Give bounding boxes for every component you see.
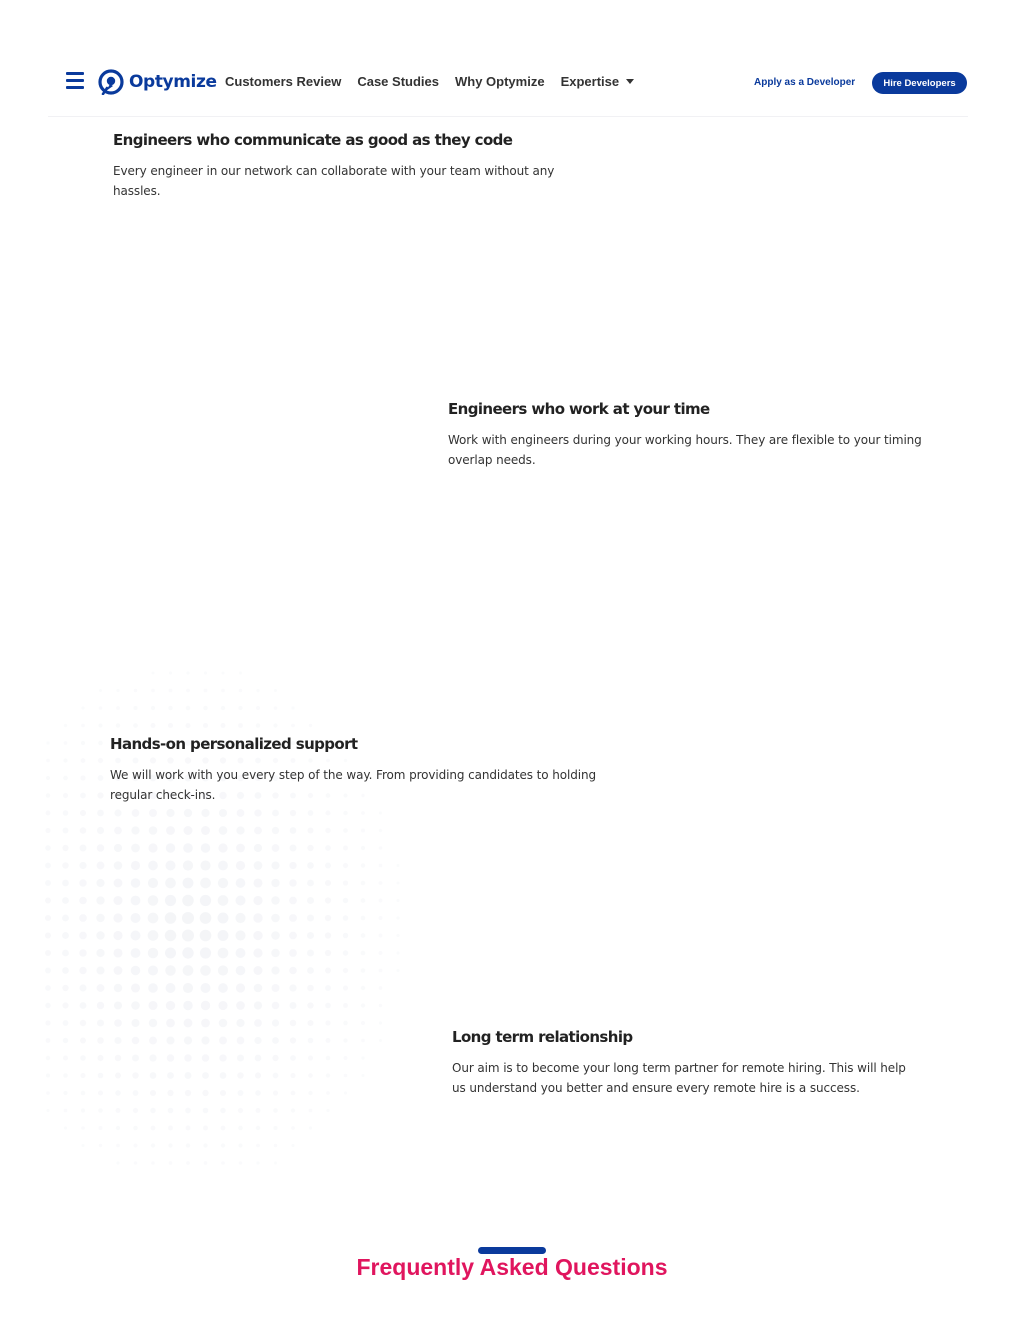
nav-item-expertise-label: Expertise xyxy=(560,74,620,89)
faq-heading: Frequently Asked Questions xyxy=(356,1254,668,1280)
feature-time-overlap xyxy=(448,400,938,470)
feature-title: Long term relationship xyxy=(452,1028,633,1046)
feature-title: Engineers who communicate as good as they code xyxy=(113,131,513,149)
header-divider xyxy=(48,116,968,117)
feature-title: Engineers who work at your time xyxy=(448,400,710,418)
feature-text: Every engineer in our network can collaborate with your team without any hassles. xyxy=(113,164,555,198)
logo[interactable] xyxy=(98,68,217,96)
nav-item-customers-review[interactable]: Customers Review xyxy=(225,74,342,89)
feature-personalized-support xyxy=(110,735,620,805)
feature-text: Our aim is to become your long term partner for remote hiring. This will help us understand you better and ensure every remote hire is a success. xyxy=(452,1061,906,1095)
hire-developers-button[interactable]: Hire Developers xyxy=(872,72,967,94)
apply-as-developer-link[interactable]: Apply as a Developer xyxy=(754,77,856,88)
nav-item-expertise[interactable] xyxy=(561,74,635,89)
optymize-logo-icon xyxy=(98,69,124,95)
feature-long-term-relationship xyxy=(452,1028,922,1098)
caret-down-icon xyxy=(626,79,634,84)
feature-text: Work with engineers during your working hours. They are flexible to your timing overlap needs. xyxy=(448,433,922,467)
nav-item-case-studies[interactable]: Case Studies xyxy=(357,74,439,89)
nav-item-why-optymize[interactable]: Why Optymize xyxy=(454,74,545,89)
logo-text: Optymize xyxy=(129,72,217,92)
main-nav xyxy=(225,74,650,89)
feature-text: We will work with you every step of the way. From providing candidates to holding regular check-ins. xyxy=(110,768,596,802)
hamburger-menu-icon[interactable] xyxy=(66,72,84,90)
feature-communication xyxy=(113,131,583,201)
feature-title: Hands-on personalized support xyxy=(110,735,358,753)
site-header xyxy=(0,0,1024,118)
faq-accent-bar xyxy=(478,1247,546,1254)
